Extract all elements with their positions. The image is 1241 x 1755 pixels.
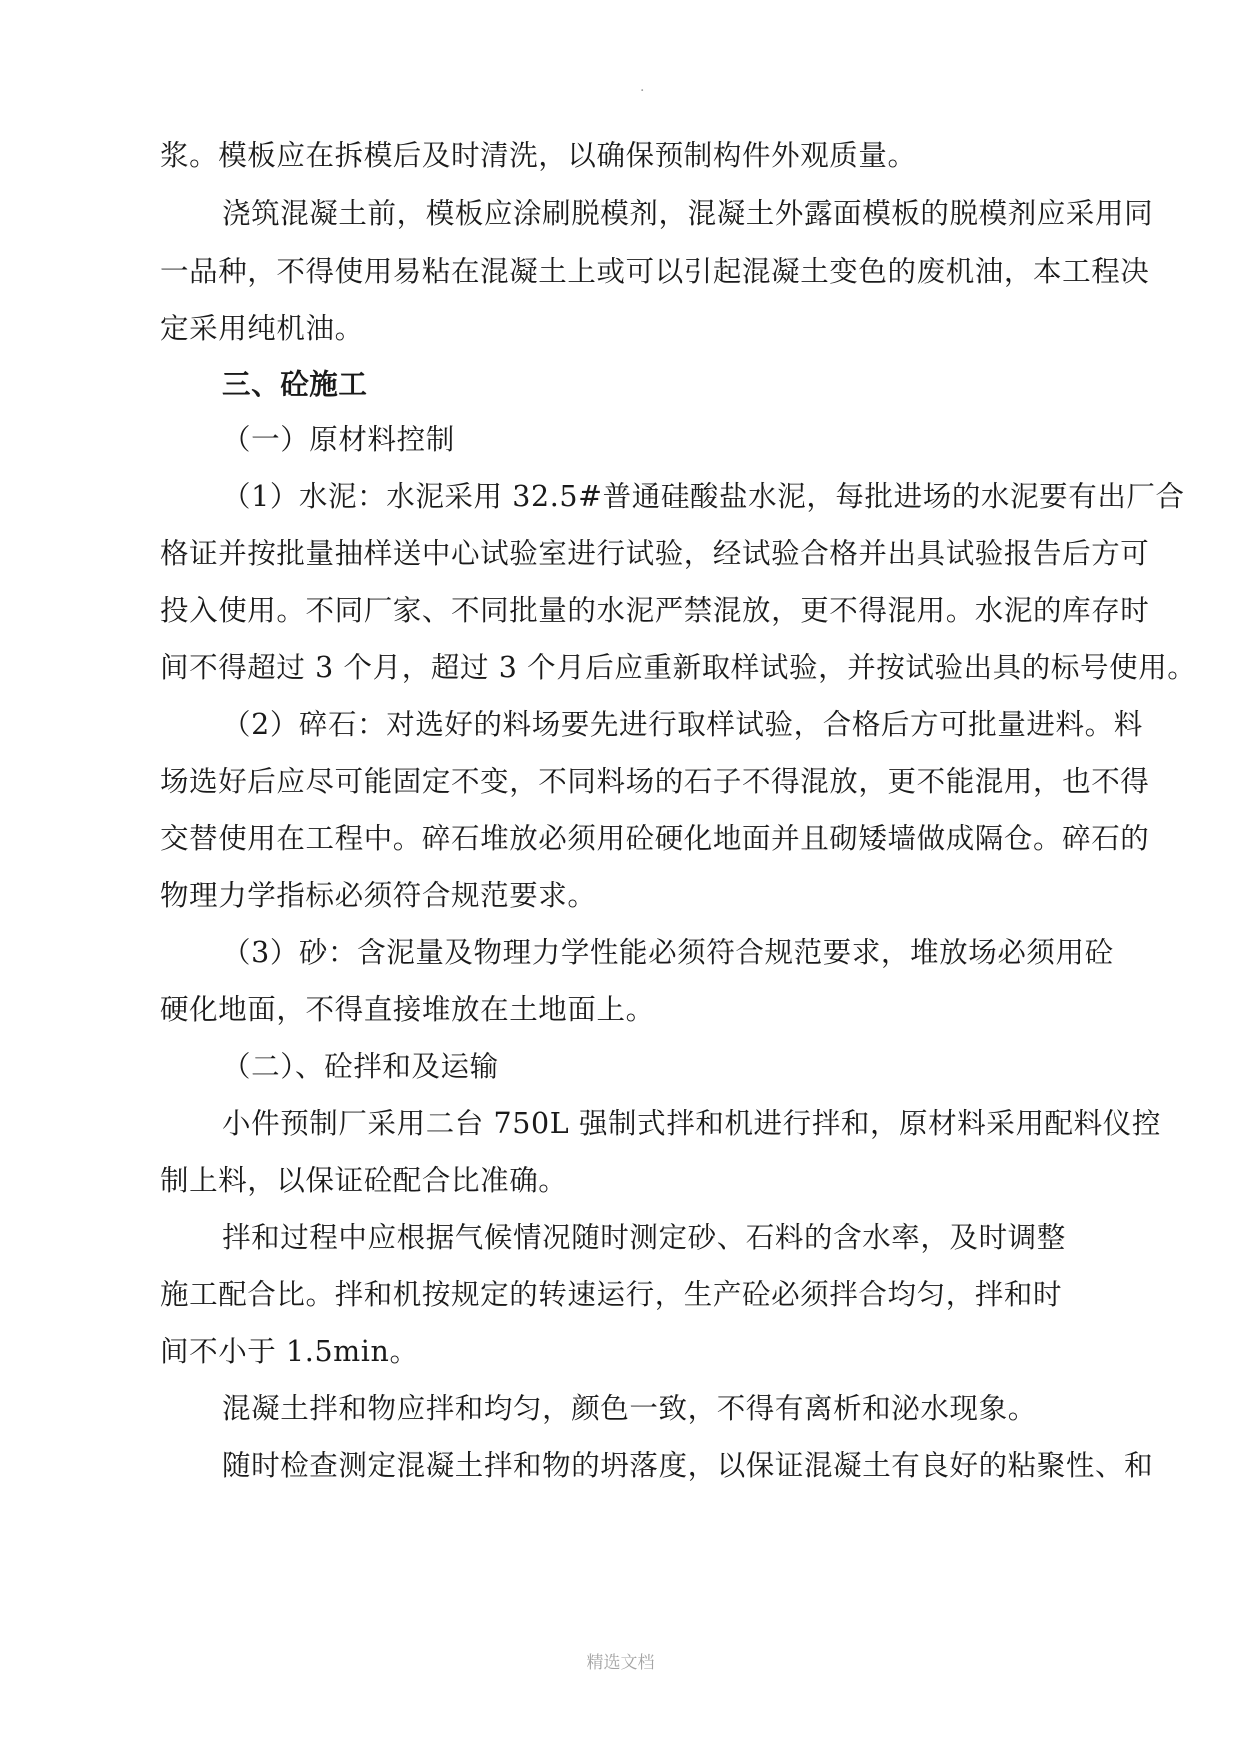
- paragraph-line: 制上料，以保证砼配合比准确。: [160, 1164, 568, 1197]
- paragraph-line: 投入使用。不同厂家、不同批量的水泥严禁混放，更不得混用。水泥的库存时: [160, 594, 1150, 627]
- paragraph-line: 小件预制厂采用二台 750L 强制式拌和机进行拌和，原材料采用配料仪控: [222, 1107, 1161, 1140]
- section-heading: 三、砼施工: [222, 367, 368, 401]
- page-footer: 精选文档: [586, 1653, 655, 1673]
- paragraph-line: 拌和过程中应根据气候情况随时测定砂、石料的含水率，及时调整: [222, 1221, 1066, 1254]
- paragraph-line: 间不小于 1.5min。: [160, 1335, 419, 1368]
- paragraph-line: 物理力学指标必须符合规范要求。: [160, 879, 597, 912]
- paragraph-line: 场选好后应尽可能固定不变，不同料场的石子不得混放，更不能混用，也不得: [160, 765, 1150, 798]
- paragraph-line: （3）砂：含泥量及物理力学性能必须符合规范要求，堆放场必须用砼: [222, 936, 1114, 969]
- header-mark: ·: [640, 83, 645, 99]
- paragraph-line: 格证并按批量抽样送中心试验室进行试验，经试验合格并出具试验报告后方可: [160, 537, 1150, 570]
- subsection-heading: （一）原材料控制: [222, 423, 455, 456]
- paragraph-line: 浆。模板应在拆模后及时清洗，以确保预制构件外观质量。: [160, 139, 917, 172]
- paragraph-line: （2）碎石：对选好的料场要先进行取样试验，合格后方可批量进料。料: [222, 708, 1143, 741]
- paragraph-line: （1）水泥：水泥采用 32.5#普通硅酸盐水泥，每批进场的水泥要有出厂合: [222, 480, 1185, 513]
- subsection-heading: （二）、砼拌和及运输: [222, 1050, 499, 1083]
- paragraph-line: 施工配合比。拌和机按规定的转速运行，生产砼必须拌合均匀，拌和时: [160, 1278, 1063, 1311]
- paragraph-line: 浇筑混凝土前，模板应涂刷脱模剂，混凝土外露面模板的脱模剂应采用同: [222, 197, 1154, 230]
- paragraph-line: 随时检查测定混凝土拌和物的坍落度，以保证混凝土有良好的粘聚性、和: [222, 1449, 1154, 1482]
- paragraph-line: 一品种，不得使用易粘在混凝土上或可以引起混凝土变色的废机油，本工程决: [160, 255, 1150, 288]
- paragraph-line: 交替使用在工程中。碎石堆放必须用砼硬化地面并且砌矮墙做成隔仓。碎石的: [160, 822, 1150, 855]
- paragraph-line: 硬化地面，不得直接堆放在土地面上。: [160, 993, 655, 1026]
- paragraph-line: 混凝土拌和物应拌和均匀，颜色一致，不得有离析和泌水现象。: [222, 1392, 1037, 1425]
- paragraph-line: 定采用纯机油。: [160, 312, 364, 345]
- paragraph-line: 间不得超过 3 个月，超过 3 个月后应重新取样试验，并按试验出具的标号使用。: [160, 651, 1197, 684]
